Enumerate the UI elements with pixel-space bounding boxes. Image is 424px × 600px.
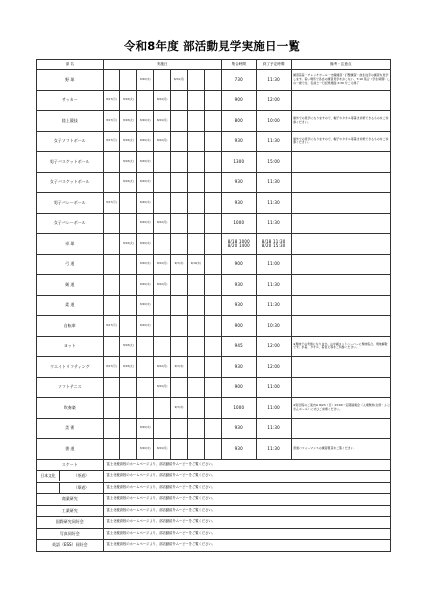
date-cell <box>103 439 120 460</box>
date-cell: 8/24(月) <box>154 377 171 398</box>
date-cell <box>154 152 171 173</box>
date-cell <box>171 152 188 173</box>
club-subname: （茶道） <box>59 471 103 481</box>
table-row <box>37 234 391 255</box>
header-dates: 実施日 <box>103 60 221 70</box>
club-name: 美 術 <box>37 418 104 439</box>
date-cell: 8/20(木) <box>137 213 154 234</box>
date-cell <box>204 90 221 111</box>
gather-time: 1300 <box>221 152 256 173</box>
note-cell: 書道パフォーマンスの練習風景をご覧ください <box>291 439 390 460</box>
club-name: サッカー <box>37 90 104 111</box>
date-cell <box>171 234 188 255</box>
table-row <box>37 275 391 296</box>
info-cell: 富士北稜高校のホームページより、部活動紹介ムービーをご覧ください。 <box>103 540 390 552</box>
end-time: 11:30 <box>256 172 291 193</box>
info-cell: 富士北稜高校のホームページより、部活動紹介ムービーをご覧ください。 <box>103 459 390 471</box>
gather-time: 900 <box>221 90 256 111</box>
table-row <box>37 131 391 152</box>
club-name: スケート <box>37 459 104 471</box>
club-name: 女子バスケットボール <box>37 172 104 193</box>
club-subname: （華道） <box>59 483 103 493</box>
date-cell: 9/3(木) <box>171 398 188 419</box>
date-cell <box>204 70 221 91</box>
table-row <box>37 213 391 234</box>
table-row <box>37 439 391 460</box>
date-cell: 8/24(月) <box>154 90 171 111</box>
date-cell <box>204 357 221 378</box>
date-cell: 8/24(月) <box>171 70 188 91</box>
info-cell: 富士北稜高校のホームページより、部活動紹介ムービーをご覧ください。 <box>103 471 390 483</box>
end-time: 11:30 <box>256 70 291 91</box>
date-cell <box>103 213 120 234</box>
club-group <box>37 482 104 494</box>
date-cell: 8/18(火) <box>120 172 137 193</box>
date-cell <box>171 193 188 214</box>
date-cell <box>204 131 221 152</box>
table-row <box>37 377 391 398</box>
table-row <box>37 494 391 506</box>
date-cell <box>204 172 221 193</box>
date-cell: 8/24(月) <box>154 111 171 132</box>
date-cell <box>120 295 137 316</box>
date-cell <box>137 377 154 398</box>
date-cell: 8/18(火) <box>120 90 137 111</box>
end-time: 11:30 <box>256 439 291 460</box>
date-cell: 8/20(木) <box>137 111 154 132</box>
note-cell <box>291 193 390 214</box>
club-name: 卓 球 <box>37 234 104 255</box>
club-group <box>37 471 104 483</box>
date-cell: 8/24(月) <box>154 275 171 296</box>
date-cell <box>204 193 221 214</box>
date-cell <box>103 398 120 419</box>
note-cell: 屋外での見学になりますので、帽子やタオル等暑さ対策できるものをご持参ください。 <box>291 131 390 152</box>
date-cell <box>103 70 120 91</box>
table-row <box>37 336 391 357</box>
gather-time: 930 <box>221 193 256 214</box>
date-cell <box>171 90 188 111</box>
date-cell: 8/20(木) <box>137 152 154 173</box>
date-cell <box>103 295 120 316</box>
date-cell <box>188 357 205 378</box>
note-cell: ※別日程のご案内※ 8/23（日）13:00〜定期演奏会（入場無料(全席・ふじさんホール）にぜひご来場ください。 <box>291 398 390 419</box>
club-name: ソフトテニス <box>37 377 104 398</box>
date-cell <box>103 336 120 357</box>
club-name: 写真同好会 <box>37 528 104 540</box>
date-cell <box>171 275 188 296</box>
date-cell <box>137 336 154 357</box>
date-cell: 8/18(火) <box>120 357 137 378</box>
date-cell <box>204 295 221 316</box>
page-title: 令和8年度 部活動見学実施日一覧 <box>123 39 301 53</box>
date-cell <box>171 377 188 398</box>
note-cell <box>291 213 390 234</box>
date-cell <box>204 213 221 234</box>
table-row <box>37 70 391 91</box>
club-name: 工業研究 <box>37 505 104 517</box>
end-time: 11:30 <box>256 418 291 439</box>
end-time: 11:00 <box>256 377 291 398</box>
note-cell <box>291 90 390 111</box>
date-cell <box>154 193 171 214</box>
gather-time: 930 <box>221 275 256 296</box>
date-cell <box>188 234 205 255</box>
club-name: 女子バレーボール <box>37 213 104 234</box>
date-cell: 8/20(木) <box>137 316 154 337</box>
end-time: 12:00 <box>256 336 291 357</box>
end-time: 10:00 <box>256 111 291 132</box>
table-row <box>37 517 391 529</box>
date-cell <box>188 377 205 398</box>
date-cell: 8/20(木) <box>137 439 154 460</box>
club-name: 柔 道 <box>37 295 104 316</box>
gather-time: 945 <box>221 336 256 357</box>
date-cell <box>204 152 221 173</box>
date-cell: 8/20(木) <box>137 131 154 152</box>
note-cell <box>291 295 390 316</box>
table-row <box>37 505 391 517</box>
table-row <box>37 398 391 419</box>
date-cell <box>171 295 188 316</box>
end-time: 11:00 <box>256 254 291 275</box>
date-cell <box>204 418 221 439</box>
date-cell <box>171 418 188 439</box>
note-cell <box>291 234 390 255</box>
date-cell <box>204 439 221 460</box>
club-name: 自転車 <box>37 316 104 337</box>
gather-time: 930 <box>221 295 256 316</box>
table-row <box>37 172 391 193</box>
gather-time: 900 <box>221 377 256 398</box>
header-end: 終了予定時間 <box>256 60 291 70</box>
date-cell <box>204 398 221 419</box>
date-cell: 9/3(木) <box>171 254 188 275</box>
date-cell <box>171 213 188 234</box>
date-cell <box>171 111 188 132</box>
date-cell: 8/24(月) <box>154 357 171 378</box>
date-cell <box>188 418 205 439</box>
end-time: 11:30 <box>256 213 291 234</box>
note-cell <box>291 152 390 173</box>
date-cell <box>171 316 188 337</box>
club-name: 剣 道 <box>37 275 104 296</box>
gather-time: 900 <box>221 254 256 275</box>
date-cell <box>120 213 137 234</box>
club-name: 女子ソフトボール <box>37 131 104 152</box>
club-name: 男子バスケットボール <box>37 152 104 173</box>
end-time: 12:00 <box>256 90 291 111</box>
date-cell: 8/18(火) <box>120 131 137 152</box>
date-cell <box>137 357 154 378</box>
date-cell <box>188 90 205 111</box>
date-cell <box>137 90 154 111</box>
date-cell: 8/17(月) <box>103 111 120 132</box>
table-row <box>37 528 391 540</box>
table-row <box>37 459 391 471</box>
end-time: 10:30 <box>256 316 291 337</box>
table-row <box>37 152 391 173</box>
date-cell: 8/18(火) <box>120 111 137 132</box>
note-cell <box>291 377 390 398</box>
date-cell <box>171 131 188 152</box>
date-cell: 8/20(木) <box>137 234 154 255</box>
date-cell <box>188 111 205 132</box>
date-cell <box>204 234 221 255</box>
gather-time: 930 <box>221 131 256 152</box>
date-cell <box>103 275 120 296</box>
date-cell <box>188 439 205 460</box>
date-cell <box>120 275 137 296</box>
date-cell <box>188 398 205 419</box>
date-cell <box>120 418 137 439</box>
date-cell <box>188 152 205 173</box>
gather-time: 930 <box>221 357 256 378</box>
gather-time: 800 <box>221 111 256 132</box>
info-cell: 富士北稜高校のホームページより、部活動紹介ムービーをご覧ください。 <box>103 494 390 506</box>
end-time: 8/18 11:30 8/20 15:30 <box>256 234 291 255</box>
end-time: 11:00 <box>256 398 291 419</box>
date-cell <box>204 254 221 275</box>
header-row <box>37 60 391 70</box>
date-cell <box>120 193 137 214</box>
club-name: ヨット <box>37 336 104 357</box>
table-row <box>37 540 391 552</box>
gather-time: 930 <box>221 418 256 439</box>
table-row <box>37 316 391 337</box>
club-name: 日本文化 <box>40 473 56 479</box>
date-cell <box>120 70 137 91</box>
gather-time: 930 <box>221 172 256 193</box>
gather-time: 1000 <box>221 398 256 419</box>
date-cell: 8/24(月) <box>154 254 171 275</box>
club-name: 吹奏楽 <box>37 398 104 419</box>
date-cell <box>154 295 171 316</box>
date-cell: 8/17(月) <box>103 316 120 337</box>
end-time: 11:30 <box>256 295 291 316</box>
note-cell <box>291 357 390 378</box>
date-cell <box>204 336 221 357</box>
table-row <box>37 418 391 439</box>
date-cell <box>188 193 205 214</box>
note-cell <box>291 316 390 337</box>
date-cell <box>120 398 137 419</box>
date-cell <box>204 111 221 132</box>
end-time: 15:00 <box>256 152 291 173</box>
date-cell: 8/24(月) <box>154 213 171 234</box>
date-cell <box>204 275 221 296</box>
club-name: 国際研究同好会 <box>37 517 104 529</box>
date-cell <box>103 254 120 275</box>
date-cell <box>120 316 137 337</box>
date-cell <box>120 377 137 398</box>
date-cell: 8/18(火) <box>120 234 137 255</box>
date-cell <box>103 172 120 193</box>
date-cell: 8/20(木) <box>137 275 154 296</box>
gather-time: 730 <box>221 70 256 91</box>
note-cell <box>291 418 390 439</box>
date-cell <box>120 439 137 460</box>
date-cell: 8/17(月) <box>103 90 120 111</box>
table-row <box>37 482 391 494</box>
date-cell: 8/18(火) <box>120 152 137 173</box>
date-cell <box>188 275 205 296</box>
date-cell: 8/18(火) <box>120 336 137 357</box>
club-name: 男子バレーボール <box>37 193 104 214</box>
note-cell <box>291 275 390 296</box>
date-cell: 8/20(木) <box>137 70 154 91</box>
gather-time: 8/18 1000 8/20 1400 <box>221 234 256 255</box>
info-cell: 富士北稜高校のホームページより、部活動紹介ムービーをご覧ください。 <box>103 482 390 494</box>
end-time: 12:00 <box>256 357 291 378</box>
date-cell <box>154 336 171 357</box>
note-cell: 屋外での見学になりますので、帽子やタオル等暑さ対策できるものをご持参ください。 <box>291 111 390 132</box>
date-cell <box>188 70 205 91</box>
date-cell <box>154 418 171 439</box>
date-cell: 8/17(月) <box>103 357 120 378</box>
schedule-table <box>36 59 391 552</box>
end-time: 11:30 <box>256 193 291 214</box>
header-club: 部 名 <box>37 60 104 70</box>
date-cell <box>204 377 221 398</box>
end-time: 11:30 <box>256 275 291 296</box>
info-cell: 富士北稜高校のホームページより、部活動紹介ムービーをご覧ください。 <box>103 517 390 529</box>
date-cell <box>120 254 137 275</box>
date-cell: 8/24(月) <box>154 439 171 460</box>
header-gather: 集合時間 <box>221 60 256 70</box>
date-cell: 8/20(木) <box>137 418 154 439</box>
table-row <box>37 357 391 378</box>
date-cell: 8/17(月) <box>103 193 120 214</box>
date-cell <box>188 295 205 316</box>
gather-time: 930 <box>221 439 256 460</box>
date-cell <box>137 398 154 419</box>
date-cell <box>154 70 171 91</box>
header-notes: 備考・注意点 <box>291 60 390 70</box>
date-cell <box>103 234 120 255</box>
date-cell <box>103 418 120 439</box>
club-name: ウエイトリフティング <box>37 357 104 378</box>
club-name: 英語（ESS）同好会 <box>37 540 104 552</box>
date-cell: 8/20(木) <box>137 172 154 193</box>
date-cell <box>154 234 171 255</box>
date-cell: 9/10(木) <box>188 254 205 275</box>
date-cell <box>188 131 205 152</box>
date-cell: 8/20(木) <box>137 295 154 316</box>
date-cell <box>171 336 188 357</box>
note-cell <box>291 172 390 193</box>
info-cell: 富士北稜高校のホームページより、部活動紹介ムービーをご覧ください。 <box>103 505 390 517</box>
club-name: 書 道 <box>37 439 104 460</box>
club-name: 弓 道 <box>37 254 104 275</box>
end-time: 11:30 <box>256 131 291 152</box>
date-cell <box>103 152 120 173</box>
date-cell <box>188 172 205 193</box>
date-cell <box>154 398 171 419</box>
club-name: 野 球 <box>37 70 104 91</box>
date-cell <box>154 316 171 337</box>
date-cell: 8/24(月) <box>154 131 171 152</box>
table-row <box>37 111 391 132</box>
table-row <box>37 254 391 275</box>
date-cell <box>188 336 205 357</box>
date-cell: 8/20(木) <box>137 193 154 214</box>
date-cell <box>204 316 221 337</box>
date-cell: 8/20(木) <box>137 254 154 275</box>
note-cell <box>291 254 390 275</box>
info-cell: 富士北稜高校のホームページより、部活動紹介ムービーをご覧ください。 <box>103 528 390 540</box>
date-cell <box>103 377 120 398</box>
table-row <box>37 90 391 111</box>
table-row <box>37 295 391 316</box>
club-name: 商業研究 <box>37 494 104 506</box>
date-cell <box>171 172 188 193</box>
date-cell: 9/3(木) <box>171 357 188 378</box>
note-cell: 練習着着・チャッチボール・守備練習・打撃練習・他生徒手の練習を見学します。着い場所で各自の練習見学をおこない、7:10 集合（学生時間）しの一歳で生、名前と一行記紙場面 2:30 分ごろ終了 <box>291 70 390 91</box>
table-row <box>37 193 391 214</box>
date-cell <box>188 213 205 234</box>
date-cell <box>171 439 188 460</box>
club-name: 陸上競技 <box>37 111 104 132</box>
note-cell: ※現地での実施になります。山中湖ヨットハーバーに現地集合、現地解散です。水着、タオル、着替え等をご持参ください。 <box>291 336 390 357</box>
date-cell: 8/17(月) <box>103 131 120 152</box>
gather-time: 900 <box>221 316 256 337</box>
table-row <box>37 471 391 483</box>
date-cell <box>188 316 205 337</box>
gather-time: 1000 <box>221 213 256 234</box>
date-cell <box>154 172 171 193</box>
